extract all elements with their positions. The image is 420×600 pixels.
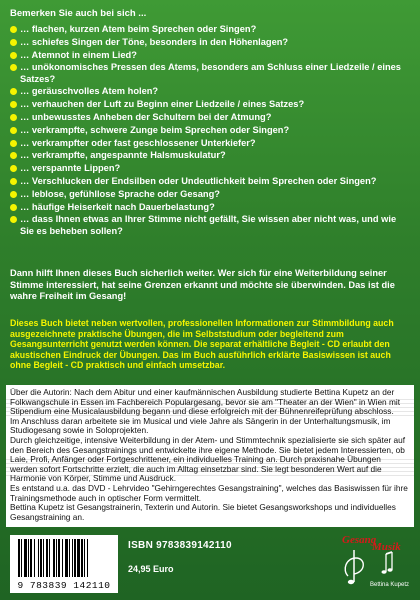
author-bio-box — [6, 385, 414, 527]
list-item: … leblose, gefühllose Sprache oder Gesang? — [6, 189, 410, 200]
bullet-dot-icon — [6, 138, 20, 147]
barcode — [10, 535, 118, 593]
question-list — [6, 24, 410, 238]
bullet-dot-icon — [6, 214, 20, 223]
bio-paragraph: Durch gleichzeitige, intensive Weiterbildung in der Atem- und Stimmtechnik spezialisierte sie sich später auf den Bereich des Gesangstrainings und entwickelte ihre eigene Methode. Sie bietet jedem Interessierten, ob Laie, Profi, Anfänger oder Fortgeschrittener, ein individuelles Training an. Durch praxisnahe Übungen werden sofort Fortschritte erzielt, die auch im Alltag einsetzbar sind. Sie legt besonderen Wert auf die Harmonie von Körper, Stimme und Ausdruck. — [10, 434, 406, 484]
list-item: … dass Ihnen etwas an Ihrer Stimme nicht gefällt, Sie wissen aber nicht was, und wie Sie es beheben sollen? — [6, 214, 410, 236]
bullet-dot-icon — [6, 99, 20, 108]
bullet-dot-icon — [6, 24, 20, 33]
bullet-dot-icon — [6, 163, 20, 172]
list-item: … verkrampfte, angespannte Halsmuskulatur? — [6, 150, 410, 161]
logo-word-gesang: Gesang — [342, 534, 377, 546]
logo-subtitle: Bettina Kupetz — [370, 582, 410, 588]
bullet-dot-icon — [6, 50, 20, 59]
intro-heading: Bemerken Sie auch bei sich ... — [10, 8, 147, 19]
barcode-bars — [16, 539, 112, 579]
bio-paragraph: Im Anschluss daran arbeitete sie im Musical und viele Jahre als Sängerin in der Unterhaltungsmusik, im Studiogesang sowie in Soloprojekten. — [10, 415, 391, 436]
list-item: … geräuschvolles Atem holen? — [6, 86, 410, 97]
list-item: … flachen, kurzen Atem beim Sprechen oder Singen? — [6, 24, 410, 35]
list-item: … unökonomisches Pressen des Atems, besonders am Schluss einer Liedzeile / eines Satzes? — [6, 62, 410, 84]
list-item: … verhauchen der Luft zu Beginn einer Liedzeile / eines Satzes? — [6, 99, 410, 110]
bullet-dot-icon — [6, 189, 20, 198]
price-text: 24,95 Euro — [128, 564, 174, 574]
bio-paragraph: Über die Autorin: Nach dem Abitur und einer kaufmännischen Ausbildung studierte Bettina Kupetz an der Folkwangschule in Essen im Fachbereich Populargesang, bevor sie am "Theater an der Wien" in Wien mit Stipendium eine Musicalausbildung begann und diese erfolgreich mit der Bühnenreifeprüfung abschloss. — [10, 387, 401, 417]
bullet-dot-icon — [6, 202, 20, 211]
list-item: … schiefes Singen der Töne, besonders in den Höhenlagen? — [6, 37, 410, 48]
list-item: … unbewusstes Anheben der Schultern bei der Atmung? — [6, 112, 410, 123]
bullet-dot-icon — [6, 125, 20, 134]
list-item: … verspannte Lippen? — [6, 163, 410, 174]
bullet-dot-icon — [6, 112, 20, 121]
list-item: … verkrampfte, schwere Zunge beim Sprechen oder Singen? — [6, 125, 410, 136]
list-item: … Verschlucken der Endsilben oder Undeutlichkeit beim Sprechen oder Singen? — [6, 176, 410, 187]
bullet-dot-icon — [6, 86, 20, 95]
list-item: … verkrampfter oder fast geschlossener Unterkiefer? — [6, 138, 410, 149]
conclusion-text: Dann hilft Ihnen dieses Buch sicherlich weiter. Wer sich für eine Weiterbildung seiner Stimme interessiert, hat seine Grenzen erkannt und möchte sie überwinden. Das ist die wahre Freiheit im Gesang! — [10, 268, 395, 301]
bullet-dot-icon — [6, 176, 20, 185]
bio-paragraph: Es entstand u.a. das DVD - Lehrvideo "Gehirngerechtes Gesangstraining", welches das Basiswissen für ihre Trainingsmethode auch in optischer Form vermittelt. — [10, 482, 408, 503]
isbn-text: ISBN 9783839142110 — [128, 540, 232, 551]
bullet-dot-icon — [6, 62, 20, 71]
list-item: … häufige Heiserkeit nach Dauerbelastung? — [6, 202, 410, 213]
bullet-dot-icon — [6, 150, 20, 159]
bullet-dot-icon — [6, 37, 20, 46]
publisher-logo — [340, 532, 410, 594]
book-description: Dieses Buch bietet neben wertvollen, professionellen Informationen zur Stimmbildung auch ausgezeichnete praktische Übungen, die im Selbststudium oder begleitend zum Gesangsunterricht genutzt werden können. Die separat erhältliche Begleit - CD erlaubt den akustischen Eindruck der Übungen. Das im Buch ausführlich erklärte Basiswissen ist auch ohne Begleit - CD praktisch und einfach umsetzbar. — [10, 318, 394, 371]
list-item: … Atemnot in einem Lied? — [6, 50, 410, 61]
logo-word-musik: Musik — [372, 541, 401, 553]
barcode-number: 9 783839 142110 — [17, 580, 111, 591]
bio-paragraph: Bettina Kupetz ist Gesangstrainerin, Texterin und Autorin. Sie bietet Gesangsworkshops und individuelles Gesangstraining an. — [10, 502, 396, 522]
